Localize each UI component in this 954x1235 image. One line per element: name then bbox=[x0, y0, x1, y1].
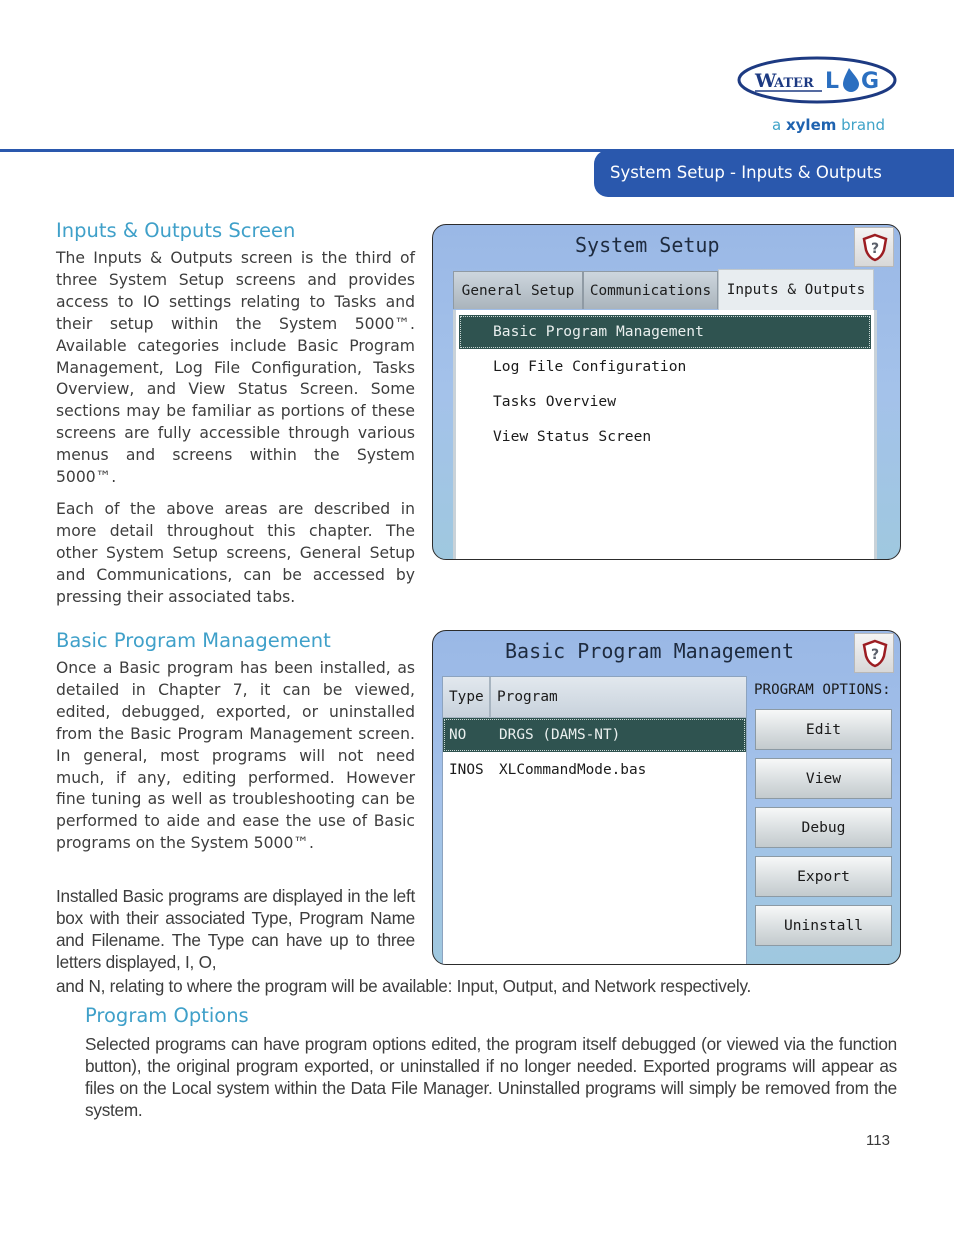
debug-button[interactable]: Debug bbox=[755, 807, 892, 848]
program-type: NO bbox=[449, 727, 467, 743]
system-setup-screen bbox=[432, 224, 901, 560]
svg-text:L: L bbox=[825, 69, 840, 94]
program-name: XLCommandMode.bas bbox=[499, 762, 647, 778]
uninstall-button[interactable]: Uninstall bbox=[755, 905, 892, 946]
menu-item-log-file-configuration[interactable]: Log File Configuration bbox=[493, 358, 687, 375]
waterlog-logo-icon bbox=[737, 56, 897, 104]
tab-inputs-outputs[interactable]: Inputs & Outputs bbox=[718, 269, 874, 311]
edit-button[interactable]: Edit bbox=[755, 709, 892, 750]
program-row[interactable] bbox=[443, 753, 746, 787]
waterlog-logo bbox=[737, 56, 897, 104]
io-menu-list bbox=[453, 310, 877, 560]
heading-basic-program-management: Basic Program Management bbox=[56, 629, 331, 652]
brand-tagline bbox=[772, 116, 885, 134]
program-list bbox=[442, 676, 747, 965]
program-list-header bbox=[443, 677, 746, 718]
basic-program-management-screen bbox=[432, 630, 901, 965]
menu-item-tasks-overview[interactable]: Tasks Overview bbox=[493, 393, 617, 410]
column-header-program[interactable]: Program bbox=[497, 689, 558, 705]
bpm-paragraph-1: Once a Basic program has been installed, as detailed in Chapter 7, it can be viewed, edited, debugged, exported, or uninstalled from the Basic Program Management screen. In general, most programs will not need much, if any, editing performed. However fine tuning as well as troubleshooting can be performed to aide and ease the use of Basic programs on the System 5000™. bbox=[56, 659, 415, 853]
bpm-paragraph-2-full: and N, relating to where the program will be available: Input, Output, and Network respectively. bbox=[56, 976, 752, 996]
svg-text:?: ? bbox=[870, 241, 880, 257]
screen-title: Basic Program Management bbox=[505, 639, 794, 663]
brand-prefix: a bbox=[772, 116, 786, 134]
io-screen-paragraph-1: The Inputs & Outputs screen is the third of three System Setup screens and provides access to IO settings relating to Tasks and their setup within the System 5000™. Available categories include Basic Program Management, Log File Configuration, Tasks Overview, and View Status Screen. Some sections may be familiar as portions of these screens are fully accessible through various menus and screens within the System 5000™. bbox=[56, 249, 415, 487]
menu-item-view-status-screen[interactable]: View Status Screen bbox=[493, 428, 652, 445]
heading-io-screen: Inputs & Outputs Screen bbox=[56, 219, 296, 242]
bpm-paragraph-2-wrap: Installed Basic programs are displayed in the left box with their associated Type, Program Name and Filename. The Type can have up to three letters displayed, I, O, bbox=[56, 886, 415, 972]
menu-item-basic-program-management[interactable]: Basic Program Management bbox=[459, 315, 871, 349]
svg-text:W: W bbox=[755, 70, 777, 92]
io-screen-paragraph-2: Each of the above areas are described in more detail throughout this chapter. The other System Setup screens, General Setup and Communications, can be accessed by pressing their associated tabs. bbox=[56, 500, 415, 606]
help-shield-icon bbox=[860, 638, 890, 668]
tab-general-setup[interactable]: General Setup bbox=[453, 271, 583, 309]
program-name: DRGS (DAMS-NT) bbox=[499, 727, 621, 743]
help-button[interactable] bbox=[854, 227, 894, 267]
brand-name: xylem bbox=[785, 116, 837, 134]
tab-communications[interactable]: Communications bbox=[583, 271, 718, 309]
program-type: INOS bbox=[449, 762, 484, 778]
help-shield-icon bbox=[860, 232, 890, 262]
program-options-label: PROGRAM OPTIONS: bbox=[754, 682, 891, 698]
svg-text:G: G bbox=[861, 69, 880, 94]
svg-text:?: ? bbox=[870, 647, 880, 663]
brand-suffix: brand bbox=[836, 116, 886, 134]
help-button[interactable] bbox=[854, 633, 894, 673]
screen-title: System Setup bbox=[575, 233, 720, 257]
view-button[interactable]: View bbox=[755, 758, 892, 799]
program-options-paragraph: Selected programs can have program options edited, the program itself debugged (or viewed via the function button), the original program exported, or uninstalled if no longer needed. Exported programs will appear as files on the Local system within the Data File Manager. Uninstalled programs will simply be removed from the system. bbox=[85, 1034, 897, 1120]
page-number: 113 bbox=[866, 1132, 890, 1149]
program-row[interactable] bbox=[443, 718, 746, 752]
column-header-type[interactable]: Type bbox=[443, 677, 491, 717]
section-tab: System Setup - Inputs & Outputs bbox=[594, 150, 954, 197]
heading-program-options: Program Options bbox=[85, 1004, 249, 1027]
svg-text:ATER: ATER bbox=[774, 76, 814, 91]
export-button[interactable]: Export bbox=[755, 856, 892, 897]
